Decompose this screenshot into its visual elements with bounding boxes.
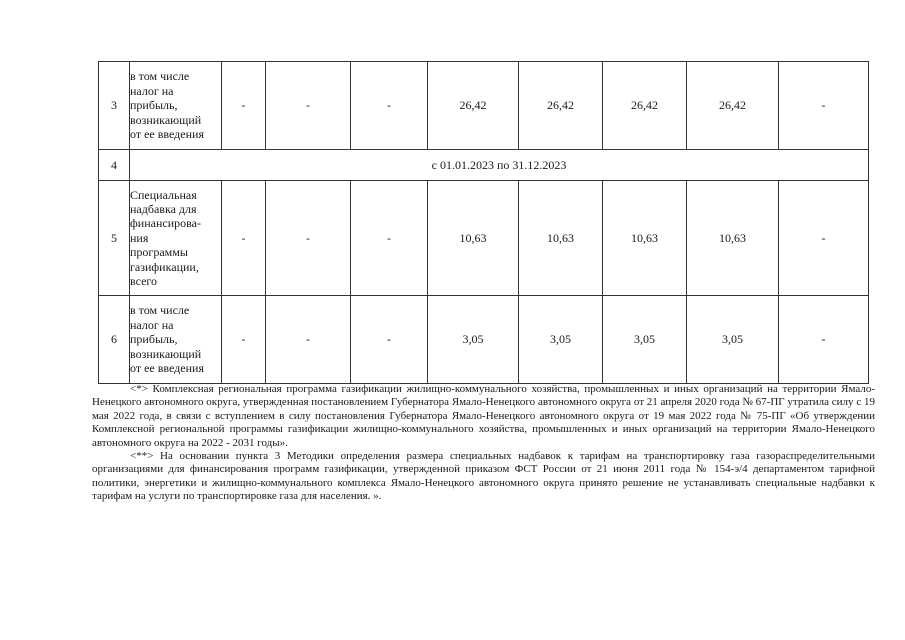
value-cell: - [351, 62, 428, 150]
description-line: возникающий [130, 112, 202, 127]
row-description [130, 296, 222, 384]
value-cell: 26,42 [687, 62, 779, 150]
table-row [99, 296, 869, 384]
value-cell: - [351, 296, 428, 384]
value-cell: 10,63 [519, 181, 603, 296]
value-cell: - [222, 62, 266, 150]
table-row [99, 150, 869, 181]
value-cell: 10,63 [687, 181, 779, 296]
description-line: программы [130, 245, 188, 260]
value-cell: - [266, 62, 351, 150]
value-cell: 10,63 [428, 181, 519, 296]
description-line: надбавка для [130, 201, 197, 216]
description-line: налог на [130, 317, 174, 332]
description-line: финансирова- [130, 216, 201, 231]
value-cell: 10,63 [603, 181, 687, 296]
description-line: всего [130, 274, 158, 289]
value-cell: - [779, 181, 869, 296]
value-cell: 26,42 [428, 62, 519, 150]
description-line: ния [130, 230, 149, 245]
description-line: газификации, [130, 259, 199, 274]
value-cell: - [779, 62, 869, 150]
description-line: от ее введения [130, 361, 204, 376]
value-cell: - [222, 296, 266, 384]
description-line: прибыль, [130, 332, 178, 347]
table-row [99, 62, 869, 150]
value-cell: - [351, 181, 428, 296]
description-line: возникающий [130, 346, 202, 361]
table-row [99, 181, 869, 296]
period-header: с 01.01.2023 по 31.12.2023 [130, 150, 869, 181]
value-cell: 26,42 [603, 62, 687, 150]
description-line: прибыль, [130, 98, 178, 113]
row-description [130, 181, 222, 296]
table-body [99, 62, 869, 384]
value-cell: 3,05 [519, 296, 603, 384]
row-number: 6 [99, 296, 130, 384]
row-number: 5 [99, 181, 130, 296]
description-line: в том числе [130, 303, 190, 318]
row-description [130, 62, 222, 150]
value-cell: - [222, 181, 266, 296]
value-cell: 3,05 [687, 296, 779, 384]
value-cell: - [266, 296, 351, 384]
footnote-2: <**> На основании пункта 3 Методики определения размера специальных надбавок к тарифам на транспортировку газа газораспределительными организациями для финансирования программ газификации, утвержденной приказом ФСТ России от 21 июня 2011 года № 154-э/4 департаментом тарифной политики, энергетики и жилищно-коммунального комплекса Ямало-Ненецкого автономного округа принято решение не устанавливать специальные надбавки к тарифам на услуги по транспортировке газа для населения. ». [92, 450, 875, 503]
footnotes [92, 383, 875, 504]
value-cell: 26,42 [519, 62, 603, 150]
description-line: налог на [130, 83, 174, 98]
tariff-table [98, 61, 869, 384]
description-line: от ее введения [130, 127, 204, 142]
description-line: Специальная [130, 187, 197, 202]
value-cell: 3,05 [603, 296, 687, 384]
value-cell: - [779, 296, 869, 384]
row-number: 4 [99, 150, 130, 181]
value-cell: - [266, 181, 351, 296]
description-line: в том числе [130, 69, 190, 84]
footnote-1: <*> Комплексная региональная программа газификации жилищно-коммунального хозяйства, промышленных и иных организаций на территории Ямало-Ненецкого автономного округа, утвержденная постановлением Губернатора Ямало-Ненецкого автономного округа от 21 апреля 2020 года № 67-ПГ утратила силу с 19 мая 2022 года, в связи с вступлением в силу постановления Губернатора Ямало-Ненецкого автономного округа от 19 мая 2022 года № 75-ПГ «Об утверждении Комплексной региональной программы газификации жилищно-коммунального хозяйства, промышленных и иных организаций на территории Ямало-Ненецкого автономного округа на 2022 - 2031 годы». [92, 383, 875, 449]
row-number: 3 [99, 62, 130, 150]
value-cell: 3,05 [428, 296, 519, 384]
